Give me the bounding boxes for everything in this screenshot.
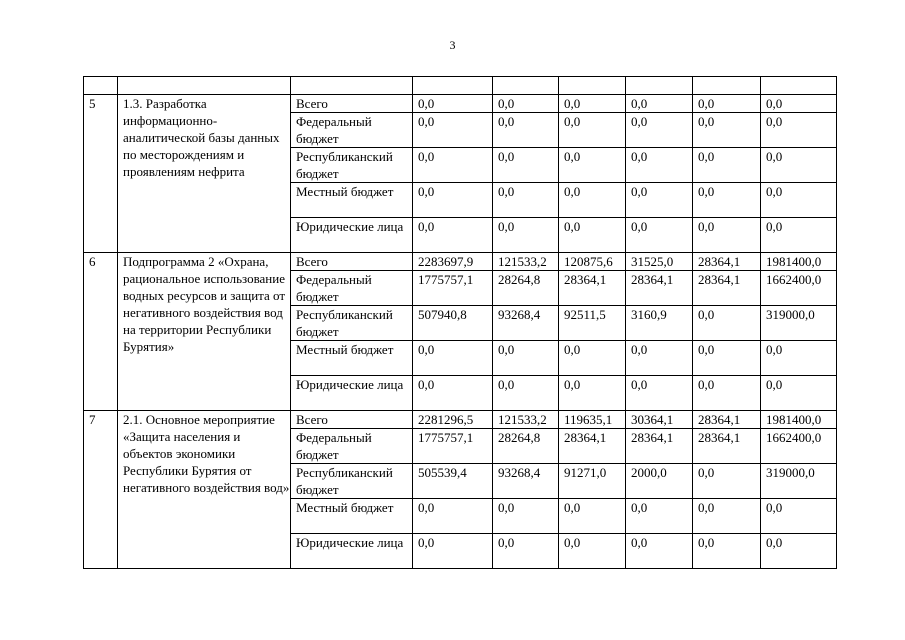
funding-source-cell: Местный бюджет	[291, 341, 413, 376]
amount-cell: 0,0	[761, 341, 837, 376]
header-cell	[118, 77, 291, 95]
page-number: 3	[449, 38, 456, 52]
funding-source-cell: Юридические лица	[291, 534, 413, 569]
amount-cell: 1981400,0	[761, 411, 837, 429]
amount-cell: 0,0	[693, 95, 761, 113]
amount-cell: 0,0	[693, 499, 761, 534]
amount-cell: 0,0	[693, 306, 761, 341]
header-cell	[84, 77, 118, 95]
amount-cell: 0,0	[761, 183, 837, 218]
amount-cell: 0,0	[761, 218, 837, 253]
funding-source-cell: Всего	[291, 95, 413, 113]
header-cell	[761, 77, 837, 95]
amount-cell: 505539,4	[413, 464, 493, 499]
funding-source-cell: Юридические лица	[291, 376, 413, 411]
amount-cell: 0,0	[559, 95, 626, 113]
amount-cell: 3160,9	[626, 306, 693, 341]
header-cell	[291, 77, 413, 95]
table-row	[84, 411, 837, 429]
amount-cell: 0,0	[761, 95, 837, 113]
amount-cell: 28264,8	[493, 429, 559, 464]
amount-cell: 0,0	[693, 376, 761, 411]
funding-source-cell: Республиканский бюджет	[291, 306, 413, 341]
amount-cell: 0,0	[413, 534, 493, 569]
funding-source-cell: Местный бюджет	[291, 499, 413, 534]
amount-cell: 92511,5	[559, 306, 626, 341]
table-header-row	[84, 77, 837, 95]
amount-cell: 0,0	[761, 376, 837, 411]
amount-cell: 0,0	[559, 183, 626, 218]
header-cell	[693, 77, 761, 95]
amount-cell: 0,0	[626, 376, 693, 411]
funding-source-cell: Республиканский бюджет	[291, 464, 413, 499]
row-number-cell: 5	[84, 95, 118, 253]
amount-cell: 0,0	[559, 341, 626, 376]
row-number-cell: 7	[84, 411, 118, 569]
amount-cell: 0,0	[626, 183, 693, 218]
amount-cell: 0,0	[493, 218, 559, 253]
amount-cell: 121533,2	[493, 253, 559, 271]
amount-cell: 0,0	[413, 341, 493, 376]
amount-cell: 0,0	[693, 341, 761, 376]
amount-cell: 28264,8	[493, 271, 559, 306]
funding-source-cell: Всего	[291, 253, 413, 271]
amount-cell: 0,0	[693, 218, 761, 253]
amount-cell: 0,0	[626, 113, 693, 148]
table-row	[84, 95, 837, 113]
amount-cell: 0,0	[413, 183, 493, 218]
amount-cell: 0,0	[761, 113, 837, 148]
amount-cell: 0,0	[493, 95, 559, 113]
amount-cell: 119635,1	[559, 411, 626, 429]
amount-cell: 0,0	[559, 499, 626, 534]
amount-cell: 0,0	[761, 148, 837, 183]
amount-cell: 507940,8	[413, 306, 493, 341]
amount-cell: 0,0	[559, 113, 626, 148]
amount-cell: 28364,1	[559, 271, 626, 306]
amount-cell: 28364,1	[626, 271, 693, 306]
amount-cell: 0,0	[761, 499, 837, 534]
row-number-cell: 6	[84, 253, 118, 411]
amount-cell: 0,0	[559, 376, 626, 411]
amount-cell: 1775757,1	[413, 429, 493, 464]
amount-cell: 0,0	[413, 113, 493, 148]
program-title-cell: Подпрограмма 2 «Охрана, рациональное использование водных ресурсов и защита от негативного воздействия вод на территории Республики Бурятия»	[118, 253, 291, 411]
amount-cell: 0,0	[493, 113, 559, 148]
amount-cell: 0,0	[693, 183, 761, 218]
header-cell	[493, 77, 559, 95]
amount-cell: 0,0	[693, 148, 761, 183]
table-row	[84, 253, 837, 271]
amount-cell: 2281296,5	[413, 411, 493, 429]
amount-cell: 0,0	[413, 148, 493, 183]
amount-cell: 0,0	[626, 218, 693, 253]
amount-cell: 31525,0	[626, 253, 693, 271]
amount-cell: 1981400,0	[761, 253, 837, 271]
amount-cell: 0,0	[493, 499, 559, 534]
amount-cell: 1775757,1	[413, 271, 493, 306]
funding-source-cell: Юридические лица	[291, 218, 413, 253]
amount-cell: 0,0	[493, 534, 559, 569]
amount-cell: 93268,4	[493, 464, 559, 499]
amount-cell: 91271,0	[559, 464, 626, 499]
amount-cell: 0,0	[559, 148, 626, 183]
amount-cell: 28364,1	[559, 429, 626, 464]
amount-cell: 0,0	[626, 95, 693, 113]
amount-cell: 0,0	[413, 499, 493, 534]
amount-cell: 0,0	[626, 148, 693, 183]
amount-cell: 0,0	[693, 113, 761, 148]
funding-source-cell: Федеральный бюджет	[291, 271, 413, 306]
program-title-cell: 2.1. Основное мероприятие «Защита населения и объектов экономики Республики Бурятия от негативного воздействия вод»	[118, 411, 291, 569]
amount-cell: 0,0	[493, 183, 559, 218]
amount-cell: 28364,1	[626, 429, 693, 464]
amount-cell: 0,0	[693, 534, 761, 569]
amount-cell: 2000,0	[626, 464, 693, 499]
funding-source-cell: Федеральный бюджет	[291, 429, 413, 464]
amount-cell: 0,0	[626, 499, 693, 534]
amount-cell: 0,0	[693, 464, 761, 499]
amount-cell: 0,0	[493, 148, 559, 183]
amount-cell: 319000,0	[761, 464, 837, 499]
amount-cell: 28364,1	[693, 429, 761, 464]
amount-cell: 1662400,0	[761, 271, 837, 306]
amount-cell: 0,0	[559, 534, 626, 569]
funding-source-cell: Всего	[291, 411, 413, 429]
amount-cell: 0,0	[413, 218, 493, 253]
amount-cell: 121533,2	[493, 411, 559, 429]
amount-cell: 0,0	[493, 376, 559, 411]
amount-cell: 319000,0	[761, 306, 837, 341]
amount-cell: 0,0	[559, 218, 626, 253]
amount-cell: 0,0	[626, 534, 693, 569]
amount-cell: 1662400,0	[761, 429, 837, 464]
funding-source-cell: Республиканский бюджет	[291, 148, 413, 183]
program-title-cell: 1.3. Разработка информационно-аналитической базы данных по месторождениям и проявлениям нефрита	[118, 95, 291, 253]
amount-cell: 30364,1	[626, 411, 693, 429]
amount-cell: 28364,1	[693, 411, 761, 429]
amount-cell: 93268,4	[493, 306, 559, 341]
amount-cell: 0,0	[493, 341, 559, 376]
amount-cell: 0,0	[761, 534, 837, 569]
amount-cell: 28364,1	[693, 271, 761, 306]
amount-cell: 120875,6	[559, 253, 626, 271]
header-cell	[626, 77, 693, 95]
header-cell	[559, 77, 626, 95]
amount-cell: 0,0	[413, 95, 493, 113]
header-cell	[413, 77, 493, 95]
budget-table	[83, 76, 837, 569]
amount-cell: 2283697,9	[413, 253, 493, 271]
amount-cell: 0,0	[626, 341, 693, 376]
amount-cell: 0,0	[413, 376, 493, 411]
funding-source-cell: Местный бюджет	[291, 183, 413, 218]
amount-cell: 28364,1	[693, 253, 761, 271]
funding-source-cell: Федеральный бюджет	[291, 113, 413, 148]
